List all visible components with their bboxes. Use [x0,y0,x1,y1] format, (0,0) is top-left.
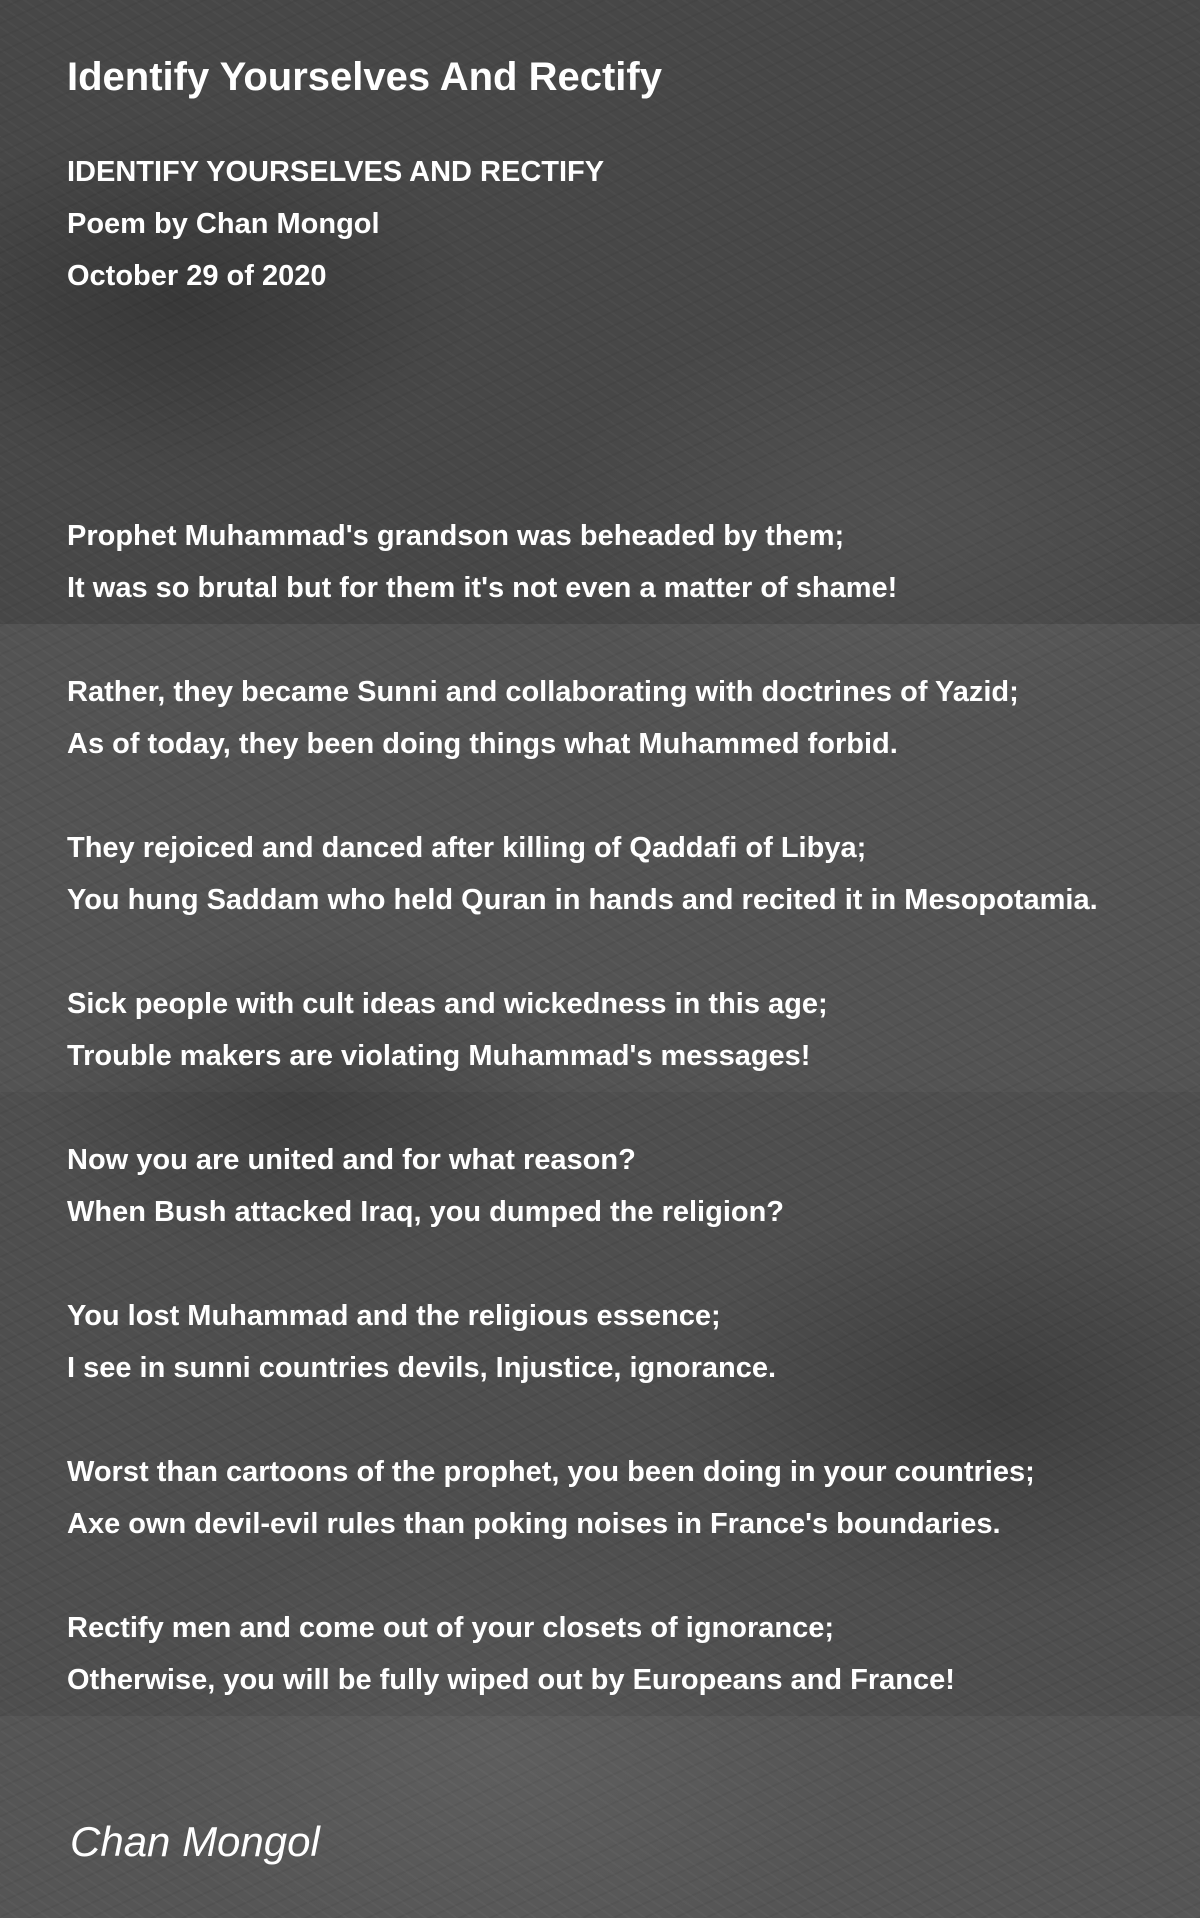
poem-header [67,146,1200,302]
stanza [67,666,1200,770]
poem-line: You hung Saddam who held Quran in hands and recited it in Mesopotamia. [67,884,1098,916]
poem-card [67,46,1200,1758]
poem-line: Prophet Muhammad's grandson was beheaded by them; [67,520,845,552]
poem-line: I see in sunni countries devils, Injustice, ignorance. [67,1352,777,1384]
poem-line: Rectify men and come out of your closets of ignorance; [67,1612,835,1644]
poem-line: Trouble makers are violating Muhammad's messages! [67,1040,811,1072]
poem-line: As of today, they been doing things what Muhammed forbid. [67,728,898,760]
poem-line: Axe own devil-evil rules than poking noises in France's boundaries. [67,1508,1001,1540]
poem-line: They rejoiced and danced after killing of Qaddafi of Libya; [67,832,867,864]
stanza [67,510,1200,614]
stanza [67,1446,1200,1550]
poem-body [67,510,1200,1706]
poem-line: Otherwise, you will be fully wiped out by Europeans and France! [67,1664,955,1696]
author-signature: Chan Mongol [70,1818,320,1865]
stanza [67,822,1200,926]
poem-line: You lost Muhammad and the religious essence; [67,1300,721,1332]
poem-line: Rather, they became Sunni and collaborating with doctrines of Yazid; [67,676,1019,708]
poem-line: Sick people with cult ideas and wickedness in this age; [67,988,828,1020]
page-title: Identify Yourselves And Rectify [67,55,662,99]
poem-date: October 29 of 2020 [67,260,327,292]
stanza [67,978,1200,1082]
stanza [67,1290,1200,1394]
poem-heading: IDENTIFY YOURSELVES AND RECTIFY [67,156,605,188]
poem-line: Now you are united and for what reason? [67,1144,636,1176]
poem-line: Worst than cartoons of the prophet, you been doing in your countries; [67,1456,1035,1488]
stanza [67,1602,1200,1706]
poem-line: It was so brutal but for them it's not even a matter of shame! [67,572,898,604]
stanza [67,1134,1200,1238]
poem-byline: Poem by Chan Mongol [67,208,380,240]
poem-line: When Bush attacked Iraq, you dumped the religion? [67,1196,785,1228]
